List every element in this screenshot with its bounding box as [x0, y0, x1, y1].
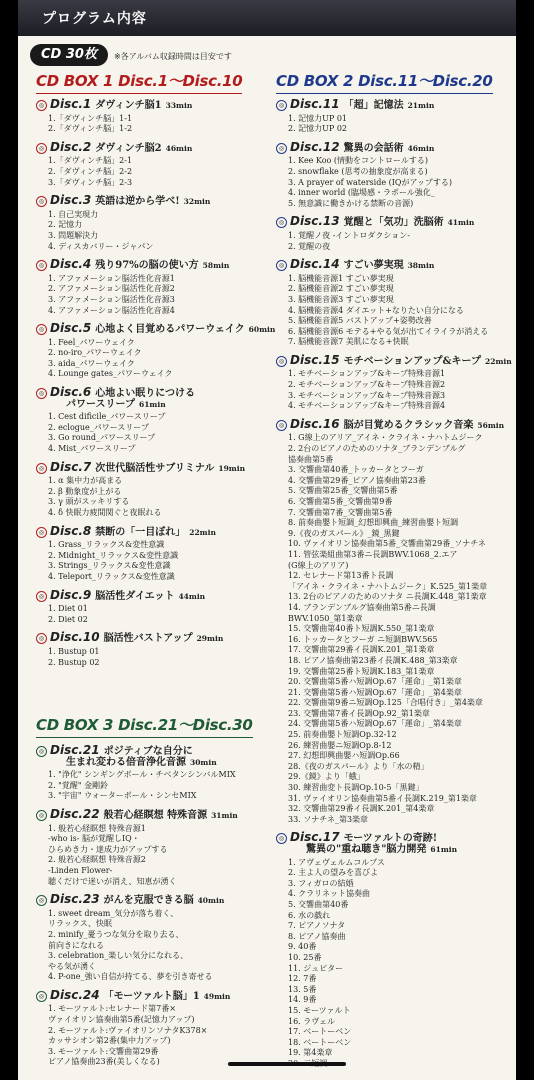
track-item: カッサシオン第2番(集中力アップ) — [48, 1036, 171, 1046]
track-item: 1. G線上のアリア_アイネ・クライネ・ナハトムジーク — [288, 433, 483, 443]
disc-header — [36, 97, 268, 112]
disc-duration: 60min — [248, 325, 276, 335]
disc-duration: 30min — [190, 757, 217, 767]
disc-entry — [276, 140, 512, 210]
track-item: 1. アヴェヴェルムコルプス — [288, 857, 385, 867]
track-list — [288, 433, 512, 825]
disc-duration: 49min — [203, 991, 231, 1001]
disc-entry — [36, 140, 268, 188]
disc-entry — [276, 214, 512, 252]
track-item: 2. 記憶力 — [48, 220, 83, 230]
track-item: 3. 交響曲第40番_トッカータとフーガ — [288, 465, 424, 475]
track-list — [48, 604, 268, 625]
disc-subtitle: 生まれ変わる倍音浄化音源 30min — [66, 756, 217, 768]
disc-entry — [36, 460, 268, 519]
disc-icon: ◎ — [36, 143, 47, 154]
disc-header — [36, 743, 268, 758]
track-item: 33. ソナチネ_第3楽章 — [288, 814, 369, 824]
track-item: 「アイネ・クライネ・ナハトムジーク」K.525_第1楽章 — [288, 581, 488, 591]
track-item: 5. 無意識に働きかける禁断の音源) — [288, 198, 414, 208]
track-item: ピアノ協奏曲23番(美しくなる) — [48, 1057, 160, 1067]
disc-entry — [36, 385, 268, 455]
disc-icon: ◎ — [36, 746, 47, 757]
track-item: -who is- 脳が覚醒しIQ・ — [48, 834, 140, 844]
disc-title: 残り97%の脳の使い方 — [95, 260, 199, 272]
track-item: 22. 交響曲第9番ニ短調Op.125「合唱付き」_第4楽章 — [288, 698, 483, 708]
disc-title: 脳活性バストアップ — [103, 633, 193, 645]
disc-number: Disc.13 — [290, 214, 340, 229]
disc-title: 英語は逆から学べ! — [95, 196, 180, 208]
disc-icon: ◎ — [36, 633, 47, 644]
disc-number: Disc.23 — [50, 892, 100, 907]
track-item: 4. inner world (臨場感・ラポール強化_ — [288, 188, 435, 198]
disc-duration: 31min — [211, 810, 238, 820]
track-item: 2. Diet 02 — [48, 614, 88, 624]
disc-number: Disc.21 — [50, 743, 100, 757]
disc-title: すごい夢実現 — [343, 260, 404, 272]
disc-subtitle: パワースリープ 61min — [66, 398, 166, 410]
disc-header — [276, 214, 512, 229]
track-item: 32. 交響曲第29番イ長調K.201_第4楽章 — [288, 804, 435, 814]
disc-entry — [276, 257, 512, 348]
disc-header — [36, 385, 268, 400]
disc-duration: 22min — [485, 356, 512, 366]
track-item: 2. モチベーションアップ&キープ特殊音源2 — [288, 380, 446, 390]
track-item: 15. モーツァルト — [288, 1005, 351, 1015]
disc-number: Disc.4 — [50, 257, 92, 272]
disc-title: 次世代脳活性サブリミナル — [95, 462, 215, 474]
track-item: 1. 自己実現力 — [48, 209, 99, 219]
track-item: 1. 脳機能音源1 すごい夢実現 — [288, 273, 394, 283]
disc-duration: 40min — [197, 896, 225, 906]
track-item: 1.「ダヴィンチ脳」1-1 — [48, 113, 133, 123]
disc-number: Disc.7 — [50, 459, 92, 474]
track-list — [48, 114, 268, 135]
disc-title: 「超」記憶法 — [343, 100, 404, 111]
track-item: 2. 般若心経瞑想 特殊音源2 — [48, 855, 146, 865]
track-item: 2. 記憶力UP 02 — [288, 124, 348, 134]
document-page — [18, 0, 516, 1080]
track-list — [48, 770, 268, 802]
track-item: 2.「ダヴィンチ脳」1-2 — [48, 124, 133, 134]
track-item: 2. no-iro_パワーウェイク — [48, 348, 142, 358]
track-item: 2. モーツァルト:ヴァイオリンソナタK378× — [48, 1025, 208, 1035]
disc-title: がんを克服できる脳 — [103, 895, 194, 907]
disc-entry — [276, 353, 512, 412]
track-item: 15. 交響曲第40番ト短調K.550_第1楽章 — [288, 624, 435, 634]
disc-title: 脳が目覚めるクラシック音楽 — [343, 419, 474, 431]
disc-title: 禁断の「一目ぼれ」 — [95, 526, 186, 538]
disc-title: モチベーションアップ&キープ — [343, 355, 482, 367]
track-item: 7. ピアノソナタ — [288, 921, 346, 931]
box3-heading-text: CD BOX 3 Disc.21〜Disc.30 — [36, 716, 253, 734]
disc-icon: ◎ — [36, 324, 47, 335]
track-list — [48, 476, 268, 518]
disc-title: 脳活性ダイエット — [95, 590, 175, 602]
disc-icon: ◎ — [36, 260, 47, 271]
home-indicator[interactable] — [228, 1062, 346, 1066]
disc-title: モーツァルトの奇跡! — [343, 833, 438, 845]
disc-number: Disc.1 — [50, 97, 92, 111]
disc-number: Disc.10 — [50, 630, 100, 645]
disc-number: Disc.17 — [290, 830, 340, 845]
disc-duration: 19min — [218, 463, 246, 473]
track-item: 3. "宇宙" ウォーターボール・シンセMIX — [48, 791, 197, 801]
track-item: 4. 交響曲第29番_ピアノ協奏曲第23番 — [288, 475, 426, 485]
track-item: 2. eclogue_パワースリープ — [48, 422, 149, 432]
track-item: 14. 9番 — [288, 995, 317, 1005]
track-list — [48, 412, 268, 454]
disc-icon: ◎ — [276, 260, 287, 271]
track-item: リラックス、快眠 — [48, 919, 112, 929]
disc-number: Disc.15 — [290, 352, 340, 367]
track-item: 1. Kee Koo (情動をコントロールする) — [288, 156, 428, 166]
track-item: 26. 練習曲嬰ニ短調Op.8-12 — [288, 740, 392, 750]
disc-icon: ◎ — [36, 991, 47, 1002]
disc-number: Disc.8 — [50, 523, 92, 538]
disc-number: Disc.11 — [290, 97, 340, 111]
disc-entry — [276, 417, 512, 826]
track-list — [48, 210, 268, 252]
track-item: 30. 練習曲変ト長調Op.10-5「黒鍵」 — [288, 783, 424, 793]
track-list — [48, 156, 268, 188]
track-item: ヴァイオリン協奏曲第5番(記憶力アップ) — [48, 1015, 195, 1025]
box2-disc-list — [276, 92, 512, 1080]
disc-header — [36, 257, 268, 272]
track-item: 2. アファメーション脳活性化音源2 — [48, 284, 175, 294]
box3-disc-list — [36, 738, 268, 1080]
disc-header — [36, 588, 268, 603]
track-item: 1. Diet 01 — [48, 604, 88, 614]
track-item: 6. 交響曲第5番_交響曲第9番 — [288, 497, 393, 506]
track-item: 8. 前奏曲嬰ト短調_幻想即興曲_練習曲嬰ト短調 — [288, 518, 459, 528]
track-item: 4. アファメーション脳活性化音源4 — [48, 305, 175, 315]
section-header-bar — [18, 0, 516, 36]
track-item: 29.《鏡》より「蛾」 — [288, 772, 365, 782]
track-item: 1. モチベーションアップ&キープ特殊音源1 — [288, 369, 446, 379]
disc-title: ポジティブな自分に — [103, 746, 193, 757]
disc-title: 「モーツァルト脳」1 — [103, 990, 200, 1002]
disc-entry — [36, 743, 268, 802]
disc-title: 般若心経瞑想 特殊音源 — [103, 809, 208, 821]
disc-subtitle: 驚異の"重ね聴き"脳力開発 61min — [306, 844, 458, 855]
track-item: 1. 般若心経瞑想 特殊音源1 — [48, 823, 146, 833]
disc-header — [276, 830, 512, 845]
track-item: 1. "浄化" シンギングボール・チベタンシンバルMIX — [48, 770, 236, 780]
track-list — [48, 647, 268, 668]
track-item: -Linden Flower- — [48, 865, 113, 875]
track-item: 3. γ 頭がスッキリする — [48, 497, 130, 507]
track-list — [288, 156, 512, 209]
track-list — [288, 369, 512, 411]
track-item: 25. 前奏曲嬰ト短調Op.32-12 — [288, 730, 397, 740]
disc-entry — [276, 830, 512, 1069]
disc-duration: 22min — [189, 527, 216, 537]
track-item: 23. 交響曲第7番イ長調Op.92_第1楽章 — [288, 708, 430, 718]
track-item: 3. 脳機能音源3 すごい夢実現 — [288, 294, 394, 304]
disc-icon: ◎ — [276, 833, 287, 844]
disc-entry — [36, 807, 268, 887]
disc-number: Disc.2 — [50, 139, 92, 154]
track-item: 4. δ 快眠力疲間関ぐと夜眠れる — [48, 508, 162, 517]
disc-entry — [36, 321, 276, 380]
disc-title: 覚醒と「気功」洗脳術 — [343, 217, 444, 229]
disc-entry — [36, 97, 268, 135]
disc-title: ダヴィンチ脳2 — [95, 142, 162, 154]
disc-header — [36, 892, 268, 907]
track-item: 2. 主よ人の望みを喜びよ — [288, 868, 379, 878]
disc-header — [36, 193, 268, 208]
track-item: 7. 交響曲第7番_交響曲第5番 — [288, 507, 393, 517]
disc-entry — [36, 892, 268, 983]
track-list — [48, 540, 268, 582]
track-item: 3. アファメーション脳活性化音源3 — [48, 294, 175, 304]
disc-header-line2 — [36, 400, 268, 411]
track-item: 4. ディスカバリー・ジャパン — [48, 241, 154, 251]
disc-number: Disc.22 — [50, 806, 100, 821]
track-item: 3. 問題解決力 — [48, 230, 99, 240]
disc-duration: 33min — [165, 101, 193, 110]
track-item: 3. aida_パワーウェイク — [48, 358, 135, 368]
track-list — [48, 274, 268, 316]
disc-icon: ◎ — [276, 356, 287, 367]
disc-header — [36, 460, 268, 475]
track-item: 8. ピアノ協奏曲 — [288, 931, 346, 941]
track-item: 1. 覚醒ノ夜 -イントロダクション- — [288, 230, 410, 240]
track-item: 24. 交響曲第5番ハ短調Op.67「運命」_第4楽章 — [288, 719, 462, 729]
track-item: 9. 40番 — [288, 942, 317, 952]
disc-duration: 56min — [477, 420, 505, 430]
track-item: 4. Teleport_リラックス&変性意識 — [48, 571, 175, 581]
disc-icon: ◎ — [276, 217, 287, 228]
track-item: 9.《夜のガスパール》_鏡_黒鍵 — [288, 528, 400, 538]
track-item: 1. α 集中力が高まる — [48, 476, 123, 486]
track-item: 2. β 動象度が上がる — [48, 486, 122, 496]
disc-icon: ◎ — [276, 143, 287, 154]
track-item: 21. 交響曲第5番ハ短調Op.67「運命」_第4楽章 — [288, 687, 462, 697]
disc-header — [276, 353, 512, 368]
disc-number: Disc.3 — [50, 193, 92, 208]
disc-entry — [276, 97, 512, 135]
track-item: 3.「ダヴィンチ脳」2-3 — [48, 177, 133, 187]
track-list — [288, 858, 512, 1070]
track-list — [48, 909, 268, 983]
track-item: 1. アファメーション脳活性化音源1 — [48, 273, 175, 283]
disc-duration: 61min — [139, 399, 166, 409]
track-item: 28.《夜のガスパール》より「水の精」 — [288, 761, 429, 771]
track-item: 前向きになれる — [48, 940, 104, 950]
disc-header-line2 — [276, 845, 512, 856]
disc-entry — [36, 524, 268, 583]
track-item: 4. Mist_パワースリープ — [48, 444, 136, 454]
track-item: 1. sweet dream_気分が落ち着く、 — [48, 908, 179, 918]
track-item: 5. 脳機能音源5 バストアップ+姿勢改善 — [288, 316, 432, 326]
track-item: 19. 交響曲第25番ト短調K.183_第1楽章 — [288, 666, 435, 676]
track-item: 3. celebration_楽しい気分になれる、 — [48, 951, 189, 961]
track-item: 16. トッカータとフーガ ニ短調BWV.565 — [288, 634, 438, 644]
track-item: 11. ジュピター — [288, 963, 344, 973]
track-item: 2. snowflake (思考の抽象度が高まる) — [288, 166, 428, 176]
track-item: 11. 管弦楽組曲第3番ニ長調BWV.1068_2.エア — [288, 549, 458, 559]
track-item: 4. Lounge gates_パワーウェイク — [48, 369, 173, 379]
track-list — [48, 338, 268, 380]
track-item: 2. 2台のピアノのためのソナタ_ブランデンブルグ — [288, 444, 466, 454]
track-item: 5. 交響曲第25番_交響曲第5番 — [288, 486, 398, 496]
box1-heading-text: CD BOX 1 Disc.1〜Disc.10 — [36, 72, 243, 90]
track-item: 13. 5番 — [288, 984, 317, 994]
disc-number: Disc.16 — [290, 416, 340, 431]
track-item: 1.「ダヴィンチ脳」2-1 — [48, 156, 133, 166]
disc-header — [36, 630, 268, 645]
track-item: 12. セレナード第13番ト長調 — [288, 571, 394, 581]
disc-entry — [36, 193, 268, 252]
track-item: ひらめき力・達成力がアップする — [48, 844, 168, 854]
track-item: 20. 交響曲第5番ハ短調Op.67「運命」_第1楽章 — [288, 677, 462, 687]
disc-header — [276, 97, 512, 112]
track-item: 5. 交響曲第40番 — [288, 899, 349, 909]
track-item: 1. Feel_パワーウェイク — [48, 337, 135, 347]
track-item: 3. Strings_リラックス&変性意識 — [48, 561, 171, 571]
track-item: 4. 脳機能音源4 ダイエット+なりたい自分になる — [288, 305, 464, 315]
disc-title: ダヴィンチ脳1 — [95, 100, 162, 111]
track-item: 10. ヴァイオリン協奏曲第5番_交響曲第29番_ソナチネ — [288, 539, 486, 549]
track-item: 2. Bustup 02 — [48, 657, 100, 667]
track-item: 3. モチベーションアップ&キープ特殊音源3 — [288, 390, 446, 400]
disc-header — [36, 807, 268, 822]
disc-entry — [36, 588, 268, 626]
disc-icon: ◎ — [36, 196, 47, 207]
track-item: 18. ピアノ協奏曲第23番イ長調K.488_第3楽章 — [288, 655, 458, 665]
track-item: 17. 交響曲第29番イ長調K.201_第1楽章 — [288, 645, 435, 655]
disc-duration: 38min — [407, 261, 435, 271]
disc-number: Disc.14 — [290, 257, 340, 272]
track-item: 31. ヴァイオリン協奏曲第5番イ長調K.219_第1楽章 — [288, 793, 477, 803]
disc-entry — [36, 630, 268, 668]
disc-duration: 58min — [202, 261, 230, 271]
track-item: 2.「ダヴィンチ脳」2-2 — [48, 166, 133, 176]
track-item: 3. モーツァルト:交響曲第29番 — [48, 1046, 159, 1056]
track-item: 12. 7番 — [288, 974, 317, 984]
track-item: 1. モーツァルト:セレナード第7番× — [48, 1004, 176, 1014]
track-item: 2. minify_憂うつな気分を取り去る、 — [48, 929, 184, 939]
track-item: 27. 幻想即興曲嬰ハ短調Op.66 — [288, 751, 400, 761]
disc-title: 心地よく目覚めるパワーウェイク — [95, 324, 245, 336]
disc-number: Disc.24 — [50, 987, 100, 1002]
disc-title: 心地よい眠りにつける — [95, 388, 196, 400]
disc-header — [276, 140, 512, 155]
disc-duration: 61min — [430, 845, 458, 854]
disc-duration: 41min — [447, 218, 475, 228]
track-item: 1. Bustup 01 — [48, 646, 100, 656]
disc-header — [36, 140, 268, 155]
track-item: 18. ベートーベン — [288, 1037, 352, 1047]
track-item: 13. 2台のピアノのためのソナタ ニ長調K.448_第1楽章 — [288, 592, 487, 602]
box3-heading — [36, 714, 253, 735]
track-list — [48, 824, 268, 888]
disc-duration: 21min — [407, 101, 435, 110]
track-item: 1. Grass_リラックス&変性意識 — [48, 540, 165, 550]
track-item: 16. ラヴェル — [288, 1016, 335, 1026]
disc-header — [36, 988, 268, 1003]
track-item: 3. A prayer of waterside (IQがアップする) — [288, 177, 453, 187]
track-item: 14. ブランデンブルグ協奏曲第5番ニ長調 — [288, 602, 436, 612]
disc-duration: 29min — [196, 634, 224, 644]
disc-icon: ◎ — [36, 100, 47, 111]
track-item: 聴くだけで迷いが消え、知恵が湧く — [48, 876, 177, 886]
track-item: 17. ベートーベン — [288, 1027, 352, 1037]
track-item: 4. クラリネット協奏曲 — [288, 889, 371, 899]
disc-duration: 44min — [178, 591, 206, 601]
track-item: 1. 記憶力UP 01 — [288, 113, 348, 123]
track-list — [288, 114, 512, 135]
disc-number: Disc.12 — [290, 139, 340, 154]
disc-number: Disc.5 — [50, 321, 92, 336]
track-item: 4. P-one_強い自信が持てる、夢を引き寄せる — [48, 972, 213, 982]
disc-icon: ◎ — [36, 895, 47, 906]
track-item: 2. Midnight_リラックス&変性意識 — [48, 550, 179, 560]
track-item: 2. 覚醒の夜 — [288, 241, 331, 251]
track-item: 1. Cest dificile_パワースリープ — [48, 412, 166, 422]
disc-duration: 46min — [407, 143, 435, 153]
box2-heading-text: CD BOX 2 Disc.11〜Disc.20 — [276, 72, 493, 90]
disc-number: Disc.9 — [50, 587, 92, 602]
disc-header — [276, 417, 512, 432]
cd-count-badge: CD 30枚 — [30, 44, 108, 66]
track-item: 協奏曲第5番 — [288, 454, 334, 464]
disc-duration: 46min — [165, 143, 193, 153]
disc-number: Disc.6 — [50, 385, 92, 400]
disc-header — [36, 524, 268, 539]
box1-disc-list — [36, 92, 276, 668]
box2-heading — [276, 70, 493, 91]
disc-icon: ◎ — [36, 463, 47, 474]
disc-duration: 32min — [183, 197, 211, 207]
track-item: 3. フィガロの結婚 — [288, 878, 354, 888]
track-item: 2. "覚醒" 金剛鈴 — [48, 780, 109, 790]
disc-header-line2 — [36, 758, 268, 769]
track-item: 2. 脳機能音源2 すごい夢実現 — [288, 284, 394, 294]
disc-header — [36, 321, 276, 336]
track-item: 6. 脳機能音源6 モテる+やる気が出てイライラが消える — [288, 326, 489, 336]
disc-icon: ◎ — [276, 100, 287, 111]
duration-note: ※各アルバム収録時間は目安です — [114, 52, 232, 61]
disc-icon: ◎ — [36, 388, 47, 399]
disc-title: 驚異の会話術 — [343, 142, 404, 154]
track-item: 6. 水の戯れ — [288, 910, 331, 920]
track-item: やる気が湧く — [48, 961, 96, 971]
disc-icon: ◎ — [36, 591, 47, 602]
section-title: プログラム内容 — [42, 11, 147, 27]
track-list — [288, 274, 512, 348]
track-item: (G線上のアリア) — [288, 560, 349, 570]
disc-icon: ◎ — [276, 420, 287, 431]
track-item: 4. モチベーションアップ&キープ特殊音源4 — [288, 401, 446, 411]
box1-heading — [36, 70, 242, 91]
track-item: 19. 第4楽章 — [288, 1048, 333, 1058]
track-item: 10. 25番 — [288, 952, 322, 962]
disc-entry — [36, 257, 268, 316]
disc-header — [276, 257, 512, 272]
track-item: BWV.1050_第1楽章 — [288, 613, 363, 623]
track-list — [48, 1004, 268, 1068]
track-item: 3. Go round_パワースリープ — [48, 433, 156, 443]
track-list — [288, 231, 512, 252]
disc-icon: ◎ — [36, 527, 47, 538]
disc-entry — [36, 988, 268, 1068]
disc-icon: ◎ — [36, 810, 47, 821]
track-item: 7. 脳機能音源7 美肌になる+快眠 — [288, 337, 409, 347]
